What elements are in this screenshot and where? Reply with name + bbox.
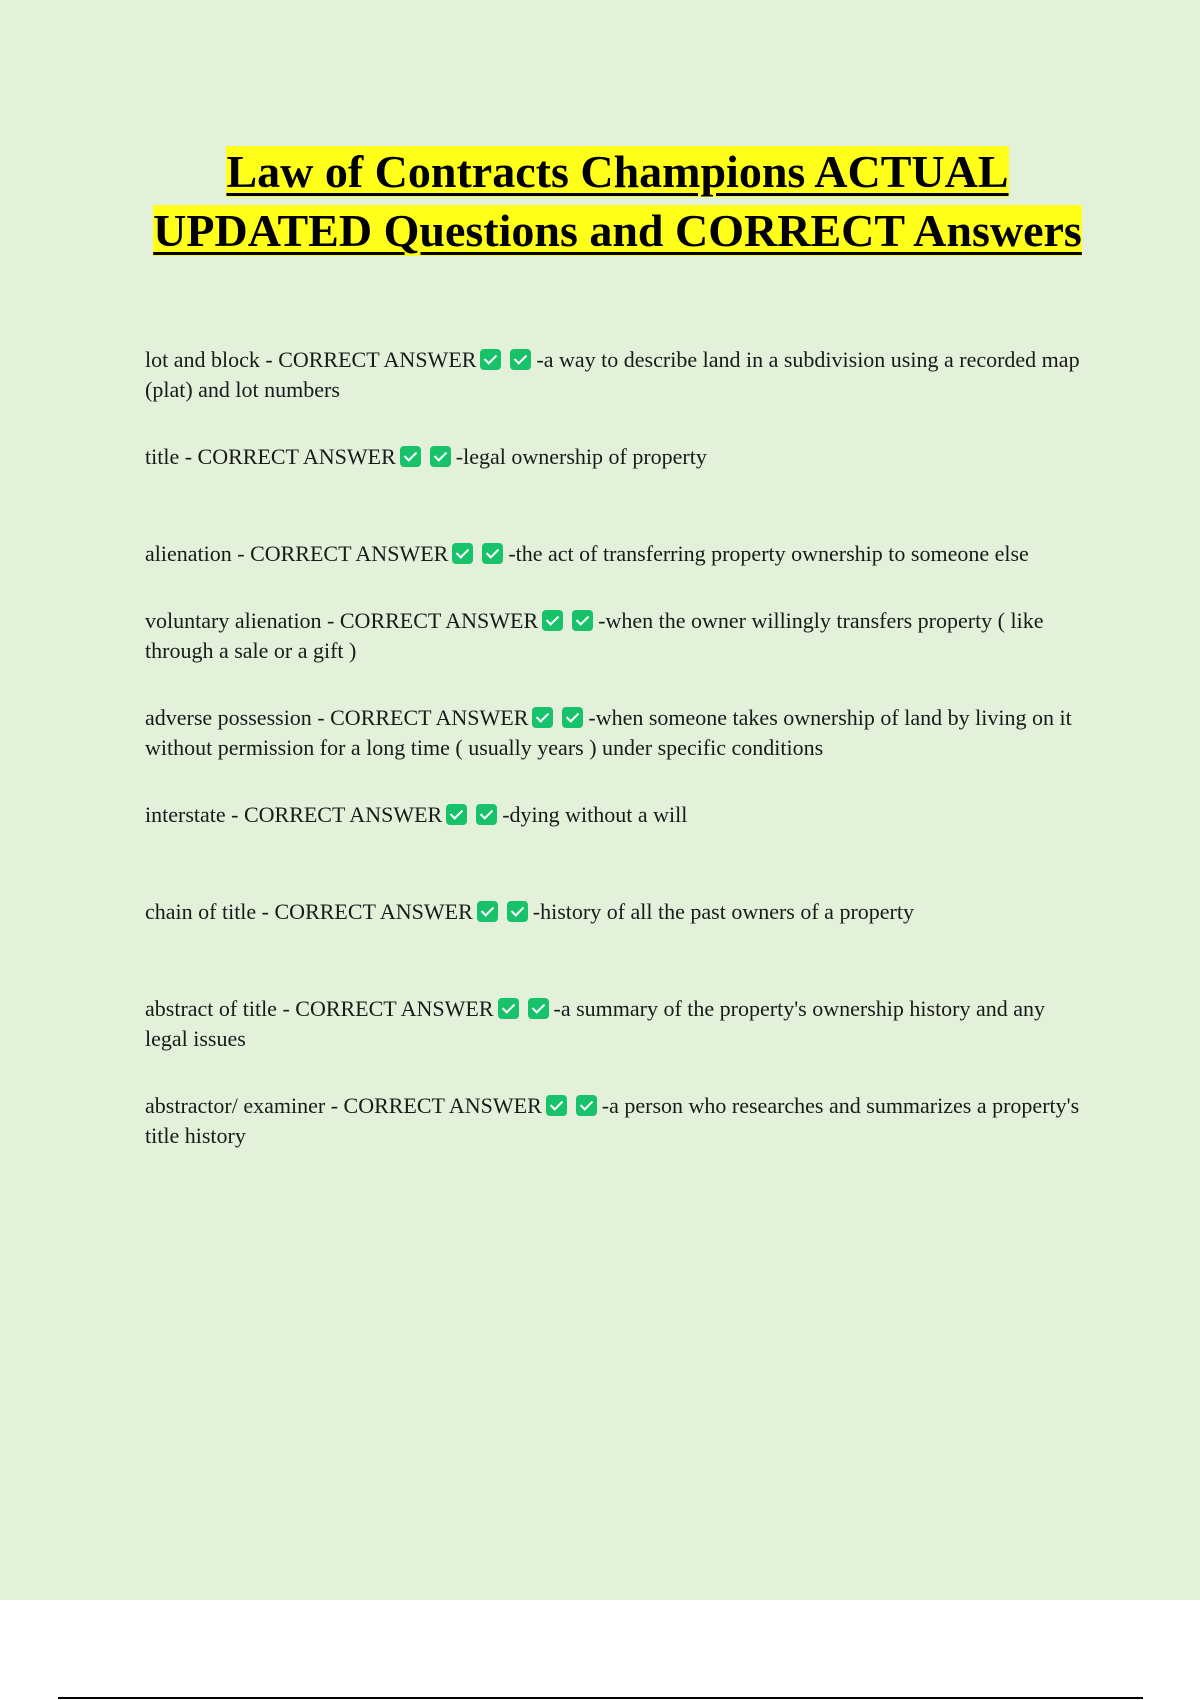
check-mark-icon (482, 543, 503, 564)
check-mark-icon (498, 998, 519, 1019)
qa-entry (145, 539, 1080, 569)
qa-entry (145, 1091, 1080, 1151)
page-title (140, 142, 1095, 260)
entry-definition: -when the owner willingly transfers property ( like through a sale or a gift ) (145, 608, 1044, 663)
qa-entry (145, 897, 1080, 957)
check-mark-icon (562, 707, 583, 728)
qa-entry (145, 994, 1080, 1054)
entry-definition: -when someone takes ownership of land by living on it without permission for a long time ( usually years ) under specific conditions (145, 705, 1072, 760)
entry-term: abstract of title - CORRECT ANSWER (145, 996, 494, 1021)
entry-term: abstractor/ examiner - CORRECT ANSWER (145, 1093, 542, 1118)
entry-term: lot and block - CORRECT ANSWER (145, 347, 477, 372)
check-mark-icon (476, 804, 497, 825)
entry-term: chain of title - CORRECT ANSWER (145, 899, 473, 924)
entry-term: alienation - CORRECT ANSWER (145, 541, 449, 566)
entry-definition: -a summary of the property's ownership history and any legal issues (145, 996, 1046, 1051)
check-mark-icon (400, 446, 421, 467)
footer-divider (58, 1697, 1143, 1699)
check-mark-icon (452, 543, 473, 564)
check-mark-icon (528, 998, 549, 1019)
entry-definition: -a way to describe land in a subdivision using a recorded map (plat) and lot numbers (145, 347, 1080, 402)
check-mark-icon (480, 349, 501, 370)
check-mark-icon (430, 446, 451, 467)
entry-definition: -legal ownership of property (455, 444, 707, 469)
page-title-text: Law of Contracts Champions ACTUAL UPDATED Questions and CORRECT Answers (153, 146, 1082, 256)
qa-list (145, 345, 1080, 1151)
entry-definition: -history of all the past owners of a property (532, 899, 914, 924)
check-mark-icon (507, 901, 528, 922)
entry-term: title - CORRECT ANSWER (145, 444, 396, 469)
entry-term: interstate - CORRECT ANSWER (145, 802, 443, 827)
check-mark-icon (546, 1095, 567, 1116)
qa-entry (145, 703, 1080, 763)
entry-definition: -the act of transferring property ownership to someone else (508, 541, 1029, 566)
check-mark-icon (542, 610, 563, 631)
entry-definition: -a person who researches and summarizes a property's title history (145, 1093, 1080, 1148)
qa-entry (145, 800, 1080, 860)
check-mark-icon (572, 610, 593, 631)
entry-definition: -dying without a will (502, 802, 688, 827)
check-mark-icon (532, 707, 553, 728)
entry-term: adverse possession - CORRECT ANSWER (145, 705, 529, 730)
check-mark-icon (510, 349, 531, 370)
qa-entry (145, 606, 1080, 666)
qa-entry (145, 345, 1080, 405)
entry-term: voluntary alienation - CORRECT ANSWER (145, 608, 539, 633)
check-mark-icon (477, 901, 498, 922)
check-mark-icon (446, 804, 467, 825)
check-mark-icon (576, 1095, 597, 1116)
qa-entry (145, 442, 1080, 502)
